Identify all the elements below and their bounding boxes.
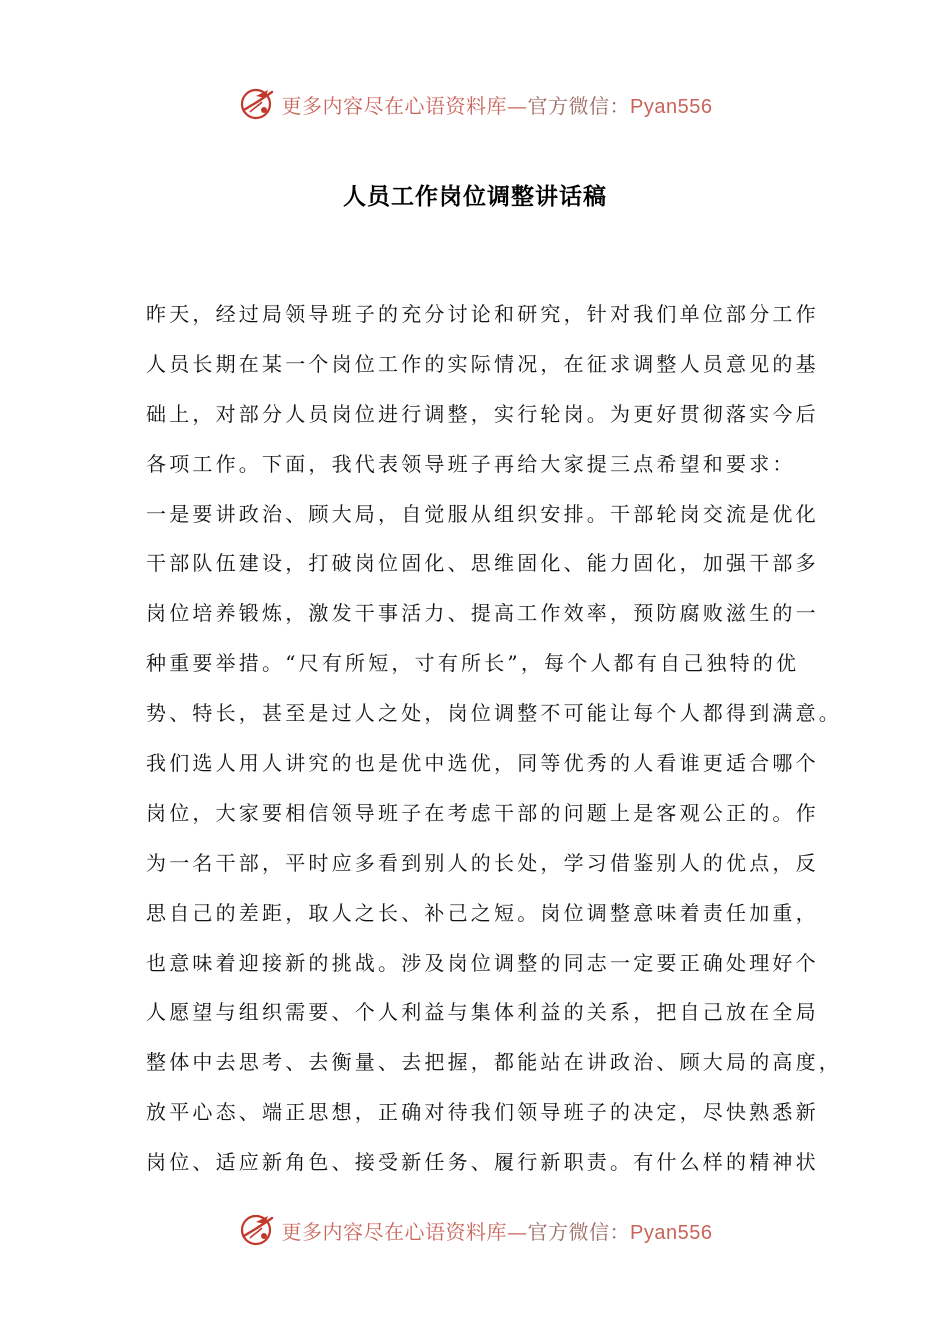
footer-banner (0, 1208, 950, 1252)
body-line: 一是要讲政治、顾大局，自觉服从组织安排。干部轮岗交流是优化 (146, 501, 819, 526)
body-line: 岗位、适应新角色、接受新任务、履行新职责。有什么样的精神状 (146, 1150, 819, 1175)
body-line: 放平心态、端正思想，正确对待我们领导班子的决定，尽快熟悉新 (146, 1100, 819, 1125)
body-line: 干部队伍建设，打破岗位固化、思维固化、能力固化，加强干部多 (146, 551, 819, 576)
body-line: 各项工作。下面，我代表领导班子再给大家提三点希望和要求： (146, 451, 796, 476)
body-line: 势、特长，甚至是过人之处，岗位调整不可能让每个人都得到满意。 (146, 701, 842, 726)
document-body (146, 290, 842, 1188)
header-brand: 更多内容尽在心语资料库 (281, 93, 508, 118)
body-line: 础上，对部分人员岗位进行调整，实行轮岗。为更好贯彻落实今后 (146, 401, 819, 426)
header-banner-text (282, 90, 713, 119)
body-line: 我们选人用人讲究的也是优中选优，同等优秀的人看谁更适合哪个 (146, 751, 819, 776)
body-line: 人员长期在某一个岗位工作的实际情况，在征求调整人员意见的基 (146, 351, 819, 376)
footer-wechat-id: Pyan556 (630, 1221, 713, 1244)
body-line: 人愿望与组织需要、个人利益与集体利益的关系，把自己放在全局 (146, 1000, 819, 1025)
header-wechat-label: 官方微信： (527, 93, 631, 118)
body-line: 岗位培养锻炼，激发干事活力、提高工作效率，预防腐败滋生的一 (146, 601, 819, 626)
body-line: 思自己的差距，取人之长、补己之短。岗位调整意味着责任加重， (146, 900, 819, 925)
pen-logo-icon (238, 84, 278, 124)
footer-dash: — (507, 1219, 528, 1244)
header-wechat-id: Pyan556 (630, 95, 713, 118)
footer-brand: 更多内容尽在心语资料库 (281, 1219, 508, 1244)
body-line: 岗位，大家要相信领导班子在考虑干部的问题上是客观公正的。作 (146, 800, 819, 825)
body-line: 整体中去思考、去衡量、去把握，都能站在讲政治、顾大局的高度， (146, 1050, 842, 1075)
header-dash: — (507, 93, 528, 118)
body-line: 昨天，经过局领导班子的充分讨论和研究，针对我们单位部分工作 (146, 302, 819, 326)
document-title: 人员工作岗位调整讲话稿 (343, 184, 607, 210)
body-line: 为一名干部，平时应多看到别人的长处，学习借鉴别人的优点，反 (146, 850, 819, 875)
header-banner (0, 82, 950, 126)
footer-banner-text (282, 1216, 713, 1245)
body-line: 种重要举措。“尺有所短，寸有所长”，每个人都有自己独特的优 (146, 651, 800, 676)
body-line: 也意味着迎接新的挑战。涉及岗位调整的同志一定要正确处理好个 (146, 950, 819, 975)
pen-logo-icon (238, 1210, 278, 1250)
footer-wechat-label: 官方微信： (527, 1219, 631, 1244)
